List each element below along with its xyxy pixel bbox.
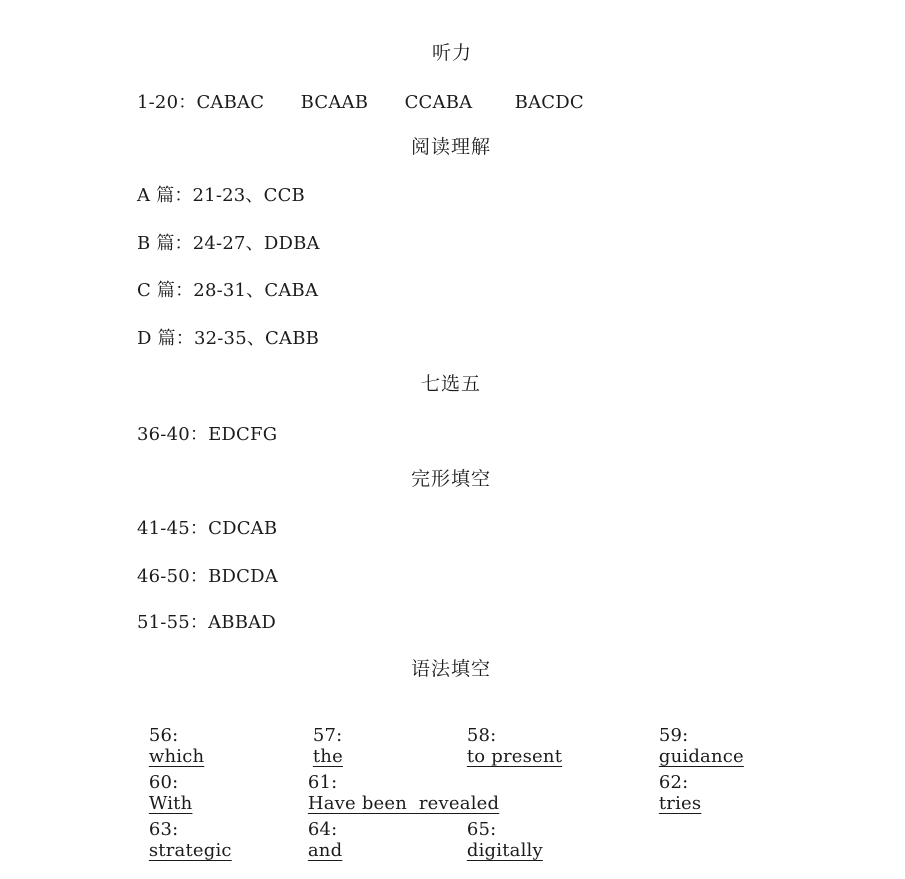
grammar-item-number: 58: <box>466 725 497 746</box>
reading-answer-d: D 篇：32-35、CABB <box>137 328 320 349</box>
section-title-listening: 听力 <box>432 42 473 64</box>
grammar-item-answer: which <box>148 746 205 767</box>
cloze-answer-1: 41-45：CDCAB <box>137 518 278 539</box>
section-title-grammar: 语法填空 <box>411 658 492 680</box>
grammar-item-answer: With <box>148 793 193 814</box>
seven-choose-five-answers: 36-40：EDCFG <box>137 424 278 445</box>
grammar-item-number: 65: <box>466 819 497 840</box>
grammar-item-number: 64: <box>307 819 338 840</box>
reading-answer-b: B 篇：24-27、DDBA <box>137 233 320 254</box>
grammar-item-answer: Have been revealed <box>307 793 500 814</box>
grammar-item-65 <box>455 798 543 861</box>
section-title-seven-choose-five: 七选五 <box>421 373 482 395</box>
cloze-answer-2: 46-50：BDCDA <box>137 566 278 587</box>
grammar-item-number: 60: <box>148 772 179 793</box>
grammar-item-answer: to present <box>466 746 563 767</box>
section-title-cloze: 完形填空 <box>411 468 492 490</box>
grammar-item-number: 61: <box>307 772 338 793</box>
grammar-item-number: 62: <box>658 772 689 793</box>
grammar-item-number: 56: <box>148 725 179 746</box>
reading-answer-a: A 篇：21-23、CCB <box>137 185 305 206</box>
cloze-answer-3: 51-55：ABBAD <box>137 612 276 633</box>
listening-answers: 1-20：CABAC BCAAB CCABA BACDC <box>137 92 584 113</box>
grammar-item-answer: strategic <box>148 840 232 861</box>
grammar-item-64 <box>296 798 342 861</box>
reading-answer-c: C 篇：28-31、CABA <box>137 280 319 301</box>
grammar-item-number: 59: <box>658 725 689 746</box>
grammar-item-answer: and <box>307 840 343 861</box>
grammar-item-number: 57: <box>312 725 343 746</box>
grammar-item-63 <box>137 798 232 861</box>
grammar-item-62 <box>647 751 701 814</box>
grammar-item-answer: the <box>312 746 343 767</box>
grammar-item-answer: tries <box>658 793 702 814</box>
grammar-item-answer: digitally <box>466 840 543 861</box>
grammar-item-answer: guidance <box>658 746 744 767</box>
grammar-item-number: 63: <box>148 819 179 840</box>
section-title-reading: 阅读理解 <box>411 136 492 158</box>
